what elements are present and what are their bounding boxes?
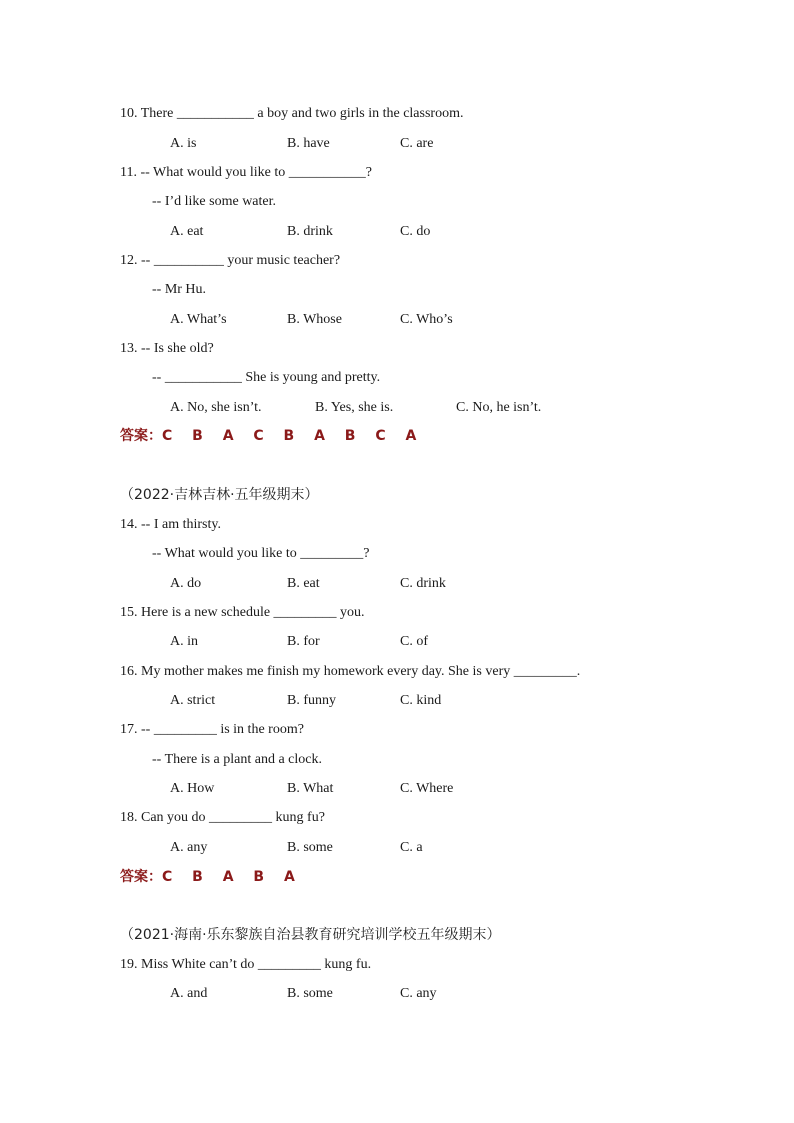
option-a[interactable]: A. and — [170, 986, 208, 1001]
option-b[interactable]: B. have — [287, 136, 330, 151]
question-15-stem: 15. Here is a new schedule _________ you. — [120, 605, 365, 620]
option-b[interactable]: B. Whose — [287, 312, 342, 327]
answer-key-2 — [120, 868, 295, 886]
option-b[interactable]: B. eat — [287, 576, 320, 591]
option-c[interactable]: C. any — [400, 986, 437, 1001]
option-a[interactable]: A. in — [170, 634, 198, 649]
question-16-stem: 16. My mother makes me finish my homework every day. She is very _________. — [120, 664, 581, 679]
option-a[interactable]: A. No, she isn’t. — [170, 400, 262, 415]
question-14-reply: -- What would you like to _________? — [152, 546, 370, 561]
option-b[interactable]: B. for — [287, 634, 320, 649]
question-12-reply: -- Mr Hu. — [152, 282, 207, 297]
option-c[interactable]: C. No, he isn’t. — [456, 400, 542, 415]
option-a[interactable]: A. strict — [170, 693, 216, 708]
option-a[interactable]: A. How — [170, 781, 215, 796]
option-c[interactable]: C. are — [400, 136, 434, 151]
option-b[interactable]: B. drink — [287, 224, 333, 239]
question-14-stem: 14. -- I am thirsty. — [120, 517, 221, 532]
question-18-stem: 18. Can you do _________ kung fu? — [120, 810, 325, 825]
answer-letters: C B A B A — [162, 869, 296, 885]
question-10-stem: 10. There ___________ a boy and two girls in the classroom. — [120, 106, 464, 121]
option-c[interactable]: C. a — [400, 840, 423, 855]
option-b[interactable]: B. some — [287, 840, 333, 855]
answer-label: 答案： — [120, 869, 162, 885]
section-source-2021: （2021·海南·乐东黎族自治县教育研究培训学校五年级期末） — [120, 927, 501, 943]
section-source-2022: （2022·吉林吉林·五年级期末） — [120, 487, 319, 503]
question-13-stem: 13. -- Is she old? — [120, 341, 214, 356]
option-c[interactable]: C. Where — [400, 781, 454, 796]
option-a[interactable]: A. is — [170, 136, 197, 151]
question-12-stem: 12. -- __________ your music teacher? — [120, 253, 341, 268]
question-19-stem: 19. Miss White can’t do _________ kung fu. — [120, 957, 372, 972]
option-b[interactable]: B. Yes, she is. — [315, 400, 394, 415]
question-17-reply: -- There is a plant and a clock. — [152, 752, 323, 767]
option-c[interactable]: C. drink — [400, 576, 446, 591]
option-c[interactable]: C. Who’s — [400, 312, 453, 327]
answer-label: 答案： — [120, 428, 162, 444]
option-a[interactable]: A. do — [170, 576, 202, 591]
option-b[interactable]: B. some — [287, 986, 333, 1001]
option-c[interactable]: C. kind — [400, 693, 442, 708]
option-a[interactable]: A. any — [170, 840, 208, 855]
answer-key-1 — [120, 427, 417, 445]
option-b[interactable]: B. What — [287, 781, 334, 796]
option-a[interactable]: A. eat — [170, 224, 204, 239]
question-13-reply: -- ___________ She is young and pretty. — [152, 370, 381, 385]
option-c[interactable]: C. do — [400, 224, 431, 239]
answer-letters: C B A C B A B C A — [162, 428, 417, 444]
question-11-reply: -- I’d like some water. — [152, 194, 277, 209]
option-c[interactable]: C. of — [400, 634, 428, 649]
question-17-stem: 17. -- _________ is in the room? — [120, 722, 304, 737]
option-b[interactable]: B. funny — [287, 693, 336, 708]
option-a[interactable]: A. What’s — [170, 312, 227, 327]
question-11-stem: 11. -- What would you like to ___________? — [120, 165, 372, 180]
